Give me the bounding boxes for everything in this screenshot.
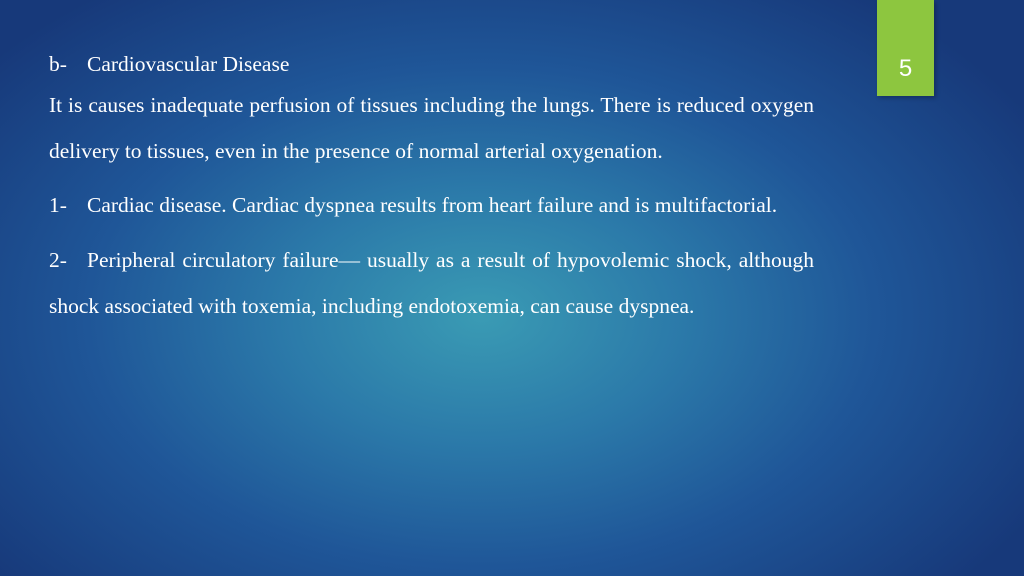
slide-content [49,49,814,329]
list-item-peripheral [49,237,814,329]
intro-paragraph: It is causes inadequate perfusion of tissues including the lungs. There is reduced oxygen delivery to tissues, even in the presence of normal arterial oxygenation. [49,93,814,163]
list-item-cardiac [49,182,814,228]
page-number-badge [877,0,934,96]
section-heading-number: b- [49,52,67,76]
list-item-number: 2- [49,248,67,272]
section-heading [49,49,814,79]
page-number: 5 [898,55,913,82]
section-heading-text: Cardiovascular Disease [87,52,290,76]
list-item-text: Peripheral circulatory failure— usually as a result of hypovolemic shock, although shock associated with toxemia, including endotoxemia, can cause dyspnea. [49,248,814,318]
list-item-text: Cardiac disease. Cardiac dyspnea results from heart failure and is multifactorial. [87,193,778,217]
list-item-number: 1- [49,193,67,217]
